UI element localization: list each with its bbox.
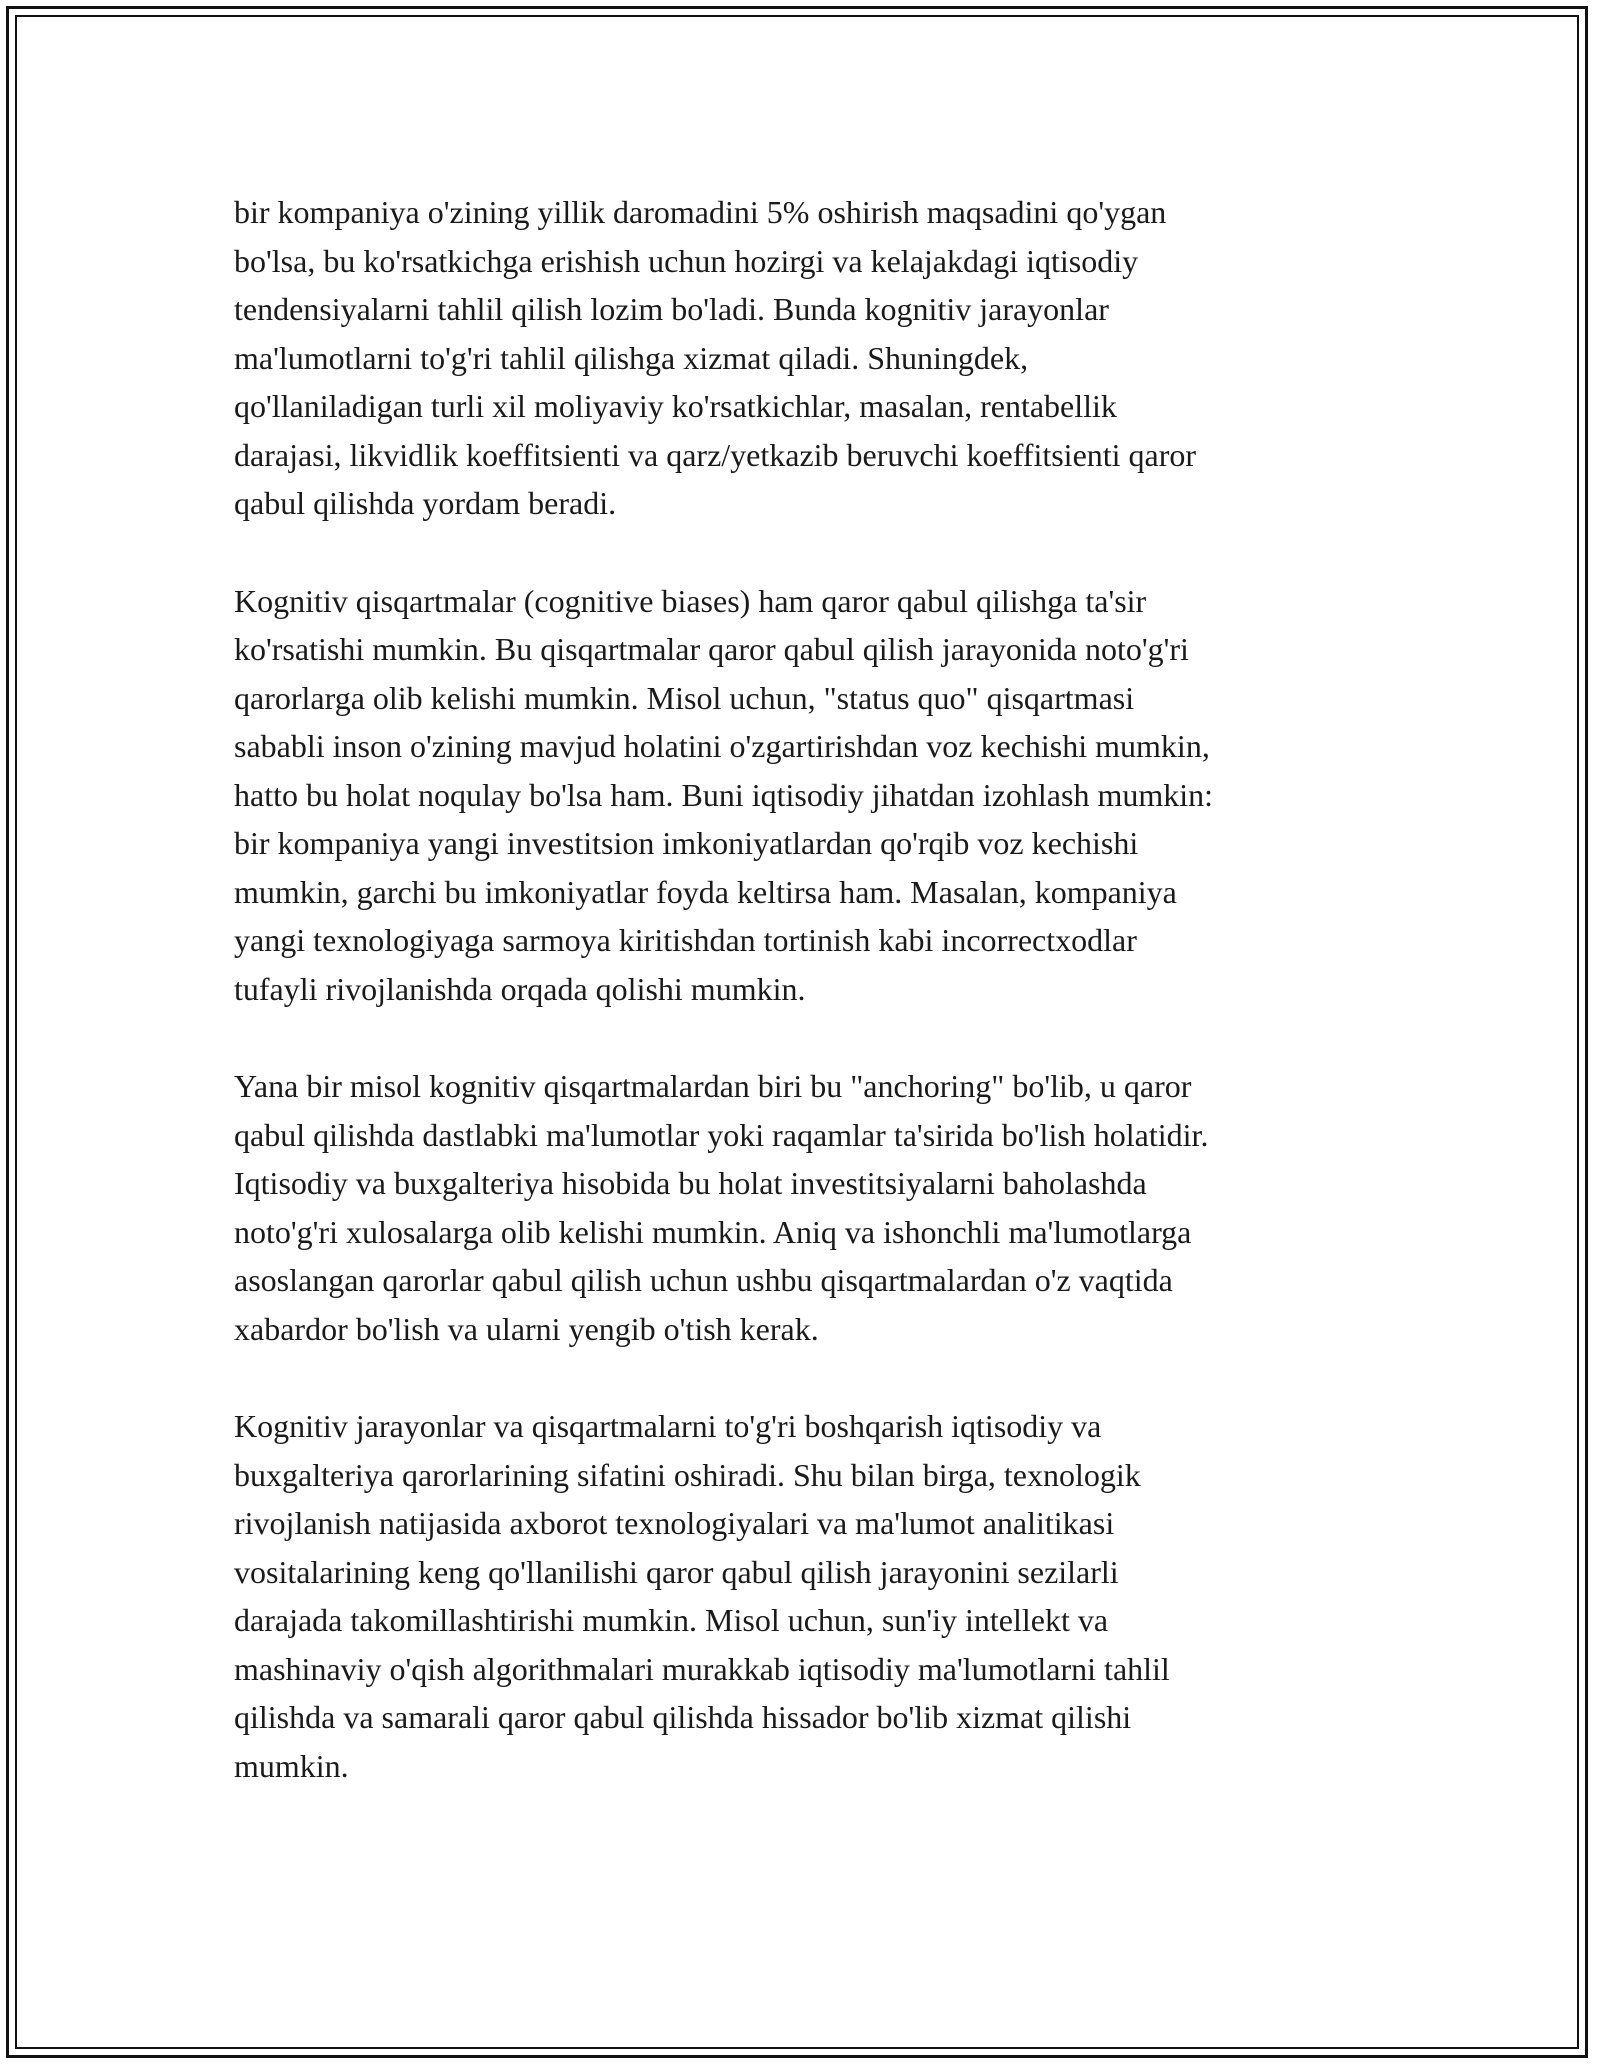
text-line: tendensiyalarni tahlil qilish lozim bo'ladi. Bunda kognitiv jarayonlar [234, 291, 1109, 327]
paragraph-3 [234, 1062, 1384, 1353]
text-line: Kognitiv jarayonlar va qisqartmalarni to'g'ri boshqarish iqtisodiy va [234, 1408, 1102, 1444]
text-line: vositalarining keng qo'llanilishi qaror qabul qilish jarayonini sezilarli [234, 1553, 1119, 1590]
text-line: qarorlarga olib kelishi mumkin. Misol uchun, "status quo" qisqartmasi [234, 679, 1135, 716]
text-line: qabul qilishda dastlabki ma'lumotlar yoki raqamlar ta'sirida bo'lish holatidir. [234, 1116, 1209, 1153]
text-line: qo'llaniladigan turli xil moliyaviy ko'rsatkichlar, masalan, rentabellik [234, 388, 1117, 424]
text-line: darajada takomillashtirishi mumkin. Misol uchun, sun'iy intellekt va [234, 1602, 1109, 1638]
text-line: yangi texnologiyaga sarmoya kiritishdan tortinish kabi incorrectxodlar [234, 922, 1137, 958]
text-line: qilishda va samarali qaror qabul qilishda hissador bo'lib xizmat qilishi [234, 1699, 1132, 1735]
text-line: tufayli rivojlanishda orqada qolishi mumkin. [234, 970, 806, 1007]
text-line: Yana bir misol kognitiv qisqartmalardan biri bu "anchoring" bo'lib, u qaror [234, 1068, 1192, 1104]
text-line: rivojlanish natijasida axborot texnologiyalari va ma'lumot analitikasi [234, 1505, 1115, 1541]
paragraph-2 [234, 577, 1384, 1014]
text-line: darajasi, likvidlik koeffitsienti va qarz/yetkazib beruvchi koeffitsienti qaror [234, 436, 1197, 473]
paragraph-1 [234, 188, 1384, 528]
text-line: qabul qilishda yordam beradi. [234, 485, 617, 521]
text-line: hatto bu holat noqulay bo'lsa ham. Buni iqtisodiy jihatdan izohlash mumkin: [234, 776, 1213, 813]
text-line: sababli inson o'zining mavjud holatini o'zgartirishdan voz kechishi mumkin, [234, 728, 1210, 764]
text-line: noto'g'ri xulosalarga olib kelishi mumkin. Aniq va ishonchli ma'lumotlarga [234, 1213, 1192, 1250]
text-line: asoslangan qarorlar qabul qilish uchun ushbu qisqartmalardan o'z vaqtida [234, 1262, 1173, 1298]
text-line: Kognitiv qisqartmalar (cognitive biases) ham qaror qabul qilishga ta'sir [234, 582, 1147, 619]
text-line: ko'rsatishi mumkin. Bu qisqartmalar qaror qabul qilish jarayonida noto'g'ri [234, 631, 1189, 667]
text-line: bir kompaniya yangi investitsion imkoniyatlardan qo'rqib voz kechishi [234, 825, 1139, 861]
text-line: mumkin. [234, 1747, 349, 1784]
paragraph-4 [234, 1402, 1384, 1790]
text-line: bir kompaniya o'zining yillik daromadini 5% oshirish maqsadini qo'ygan [234, 194, 1167, 230]
text-line: mumkin, garchi bu imkoniyatlar foyda keltirsa ham. Masalan, kompaniya [234, 873, 1177, 910]
text-line: bo'lsa, bu ko'rsatkichga erishish uchun hozirgi va kelajakdagi iqtisodiy [234, 242, 1139, 279]
text-line: xabardor bo'lish va ularni yengib o'tish kerak. [234, 1310, 819, 1347]
text-line: Iqtisodiy va buxgalteriya hisobida bu holat investitsiyalarni baholashda [234, 1165, 1147, 1201]
document-body [234, 188, 1384, 1839]
text-line: buxgalteriya qarorlarining sifatini oshiradi. Shu bilan birga, texnologik [234, 1456, 1141, 1493]
text-line: ma'lumotlarni to'g'ri tahlil qilishga xizmat qiladi. Shuningdek, [234, 339, 1029, 376]
text-line: mashinaviy o'qish algorithmalari murakkab iqtisodiy ma'lumotlarni tahlil [234, 1650, 1170, 1687]
